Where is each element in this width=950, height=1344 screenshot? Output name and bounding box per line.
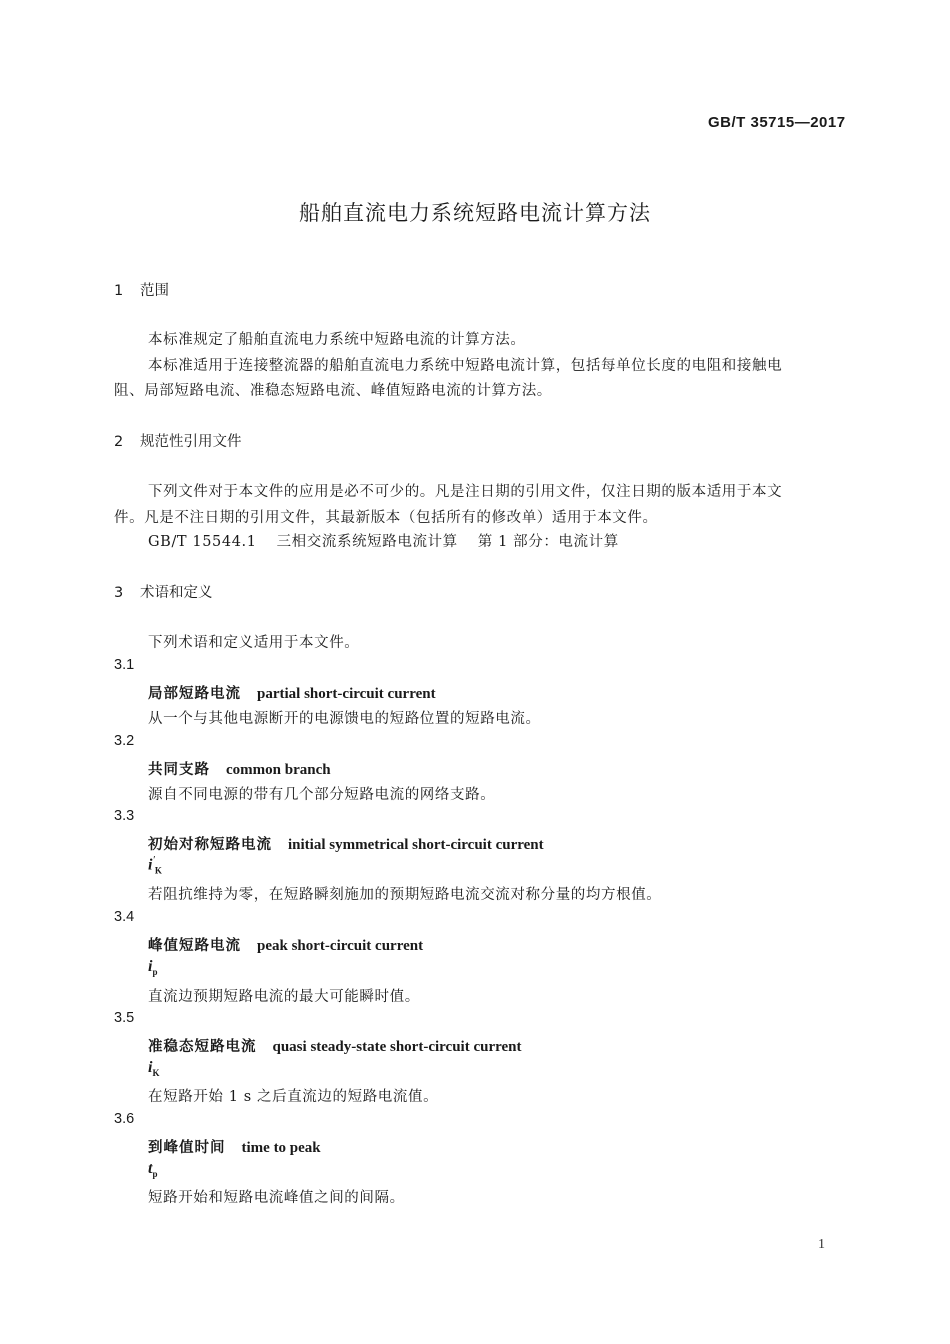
section-title: 范围 <box>140 283 169 299</box>
page-number: 1 <box>818 1237 825 1252</box>
term-symbol <box>148 1059 159 1078</box>
term-heading <box>148 682 436 703</box>
section-number: 1 <box>114 283 124 299</box>
term-definition: 短路开始和短路电流峰值之间的间隔。 <box>148 1190 405 1206</box>
term-symbol <box>148 854 162 876</box>
term-zh: 局部短路电流 <box>148 686 241 702</box>
section-1-heading <box>114 279 169 300</box>
term-en: partial short-circuit current <box>257 686 436 702</box>
term-zh: 初始对称短路电流 <box>148 837 272 853</box>
term-number: 3.4 <box>114 909 135 925</box>
term-definition: 源自不同电源的带有几个部分短路电流的网络支路。 <box>148 787 496 803</box>
symbol-letter: t <box>148 1160 153 1177</box>
normative-reference <box>148 530 619 551</box>
symbol-subscript: K <box>154 865 162 876</box>
term-heading <box>148 1035 522 1056</box>
standard-number: GB/T 35715—2017 <box>708 114 846 131</box>
symbol-letter: i <box>148 958 153 975</box>
term-symbol <box>148 958 157 977</box>
term-number: 3.2 <box>114 733 135 749</box>
term-definition: 若阻抗维持为零，在短路瞬刻施加的预期短路电流交流对称分量的均方根值。 <box>148 887 662 903</box>
section-title: 规范性引用文件 <box>140 434 242 450</box>
reference-code: GB/T 15544.1 <box>148 534 257 550</box>
term-heading <box>148 758 331 779</box>
term-symbol <box>148 1160 157 1179</box>
symbol-subscript: p <box>152 967 158 978</box>
section-2-heading <box>114 430 242 451</box>
symbol-subscript: p <box>152 1169 158 1180</box>
term-zh: 共同支路 <box>148 762 210 778</box>
term-en: initial symmetrical short-circuit current <box>288 837 544 853</box>
paragraph: 下列文件对于本文件的应用是必不可少的。凡是注日期的引用文件，仅注日期的版本适用于本文 <box>148 484 783 500</box>
term-zh: 准稳态短路电流 <box>148 1039 257 1055</box>
paragraph: 本标准适用于连接整流器的船舶直流电力系统中短路电流计算，包括每单位长度的电阻和接触电 <box>148 358 783 374</box>
term-en: time to peak <box>241 1140 321 1156</box>
symbol-letter: i <box>148 856 153 874</box>
term-en: quasi steady-state short-circuit current <box>272 1039 522 1055</box>
section-number: 3 <box>114 585 124 601</box>
term-en: common branch <box>226 762 331 778</box>
symbol-prime: ′ <box>152 854 155 866</box>
paragraph: 下列术语和定义适用于本文件。 <box>148 635 360 651</box>
reference-title: 三相交流系统短路电流计算 <box>276 534 458 550</box>
paragraph: 本标准规定了船舶直流电力系统中短路电流的计算方法。 <box>148 332 526 348</box>
term-number: 3.3 <box>114 808 135 824</box>
section-title: 术语和定义 <box>140 585 213 601</box>
term-definition: 在短路开始 1 s 之后直流边的短路电流值。 <box>148 1089 439 1105</box>
term-definition: 从一个与其他电源断开的电源馈电的短路位置的短路电流。 <box>148 711 541 727</box>
term-zh: 到峰值时间 <box>148 1140 226 1156</box>
symbol-subscript: K <box>152 1068 160 1079</box>
symbol-letter: i <box>148 1059 153 1076</box>
paragraph-continuation: 阻、局部短路电流、准稳态短路电流、峰值短路电流的计算方法。 <box>114 383 552 399</box>
term-zh: 峰值短路电流 <box>148 938 241 954</box>
term-heading <box>148 934 423 955</box>
term-number: 3.5 <box>114 1010 135 1026</box>
term-number: 3.1 <box>114 657 135 673</box>
term-en: peak short-circuit current <box>257 938 424 954</box>
reference-part: 第 1 部分：电流计算 <box>477 534 619 550</box>
section-3-heading <box>114 581 213 602</box>
term-number: 3.6 <box>114 1111 135 1127</box>
term-definition: 直流边预期短路电流的最大可能瞬时值。 <box>148 989 420 1005</box>
paragraph-continuation: 件。凡是不注日期的引用文件，其最新版本（包括所有的修改单）适用于本文件。 <box>114 510 658 526</box>
term-heading <box>148 1136 321 1157</box>
document-title: 船舶直流电力系统短路电流计算方法 <box>299 201 651 225</box>
section-number: 2 <box>114 434 124 450</box>
term-heading <box>148 833 544 854</box>
